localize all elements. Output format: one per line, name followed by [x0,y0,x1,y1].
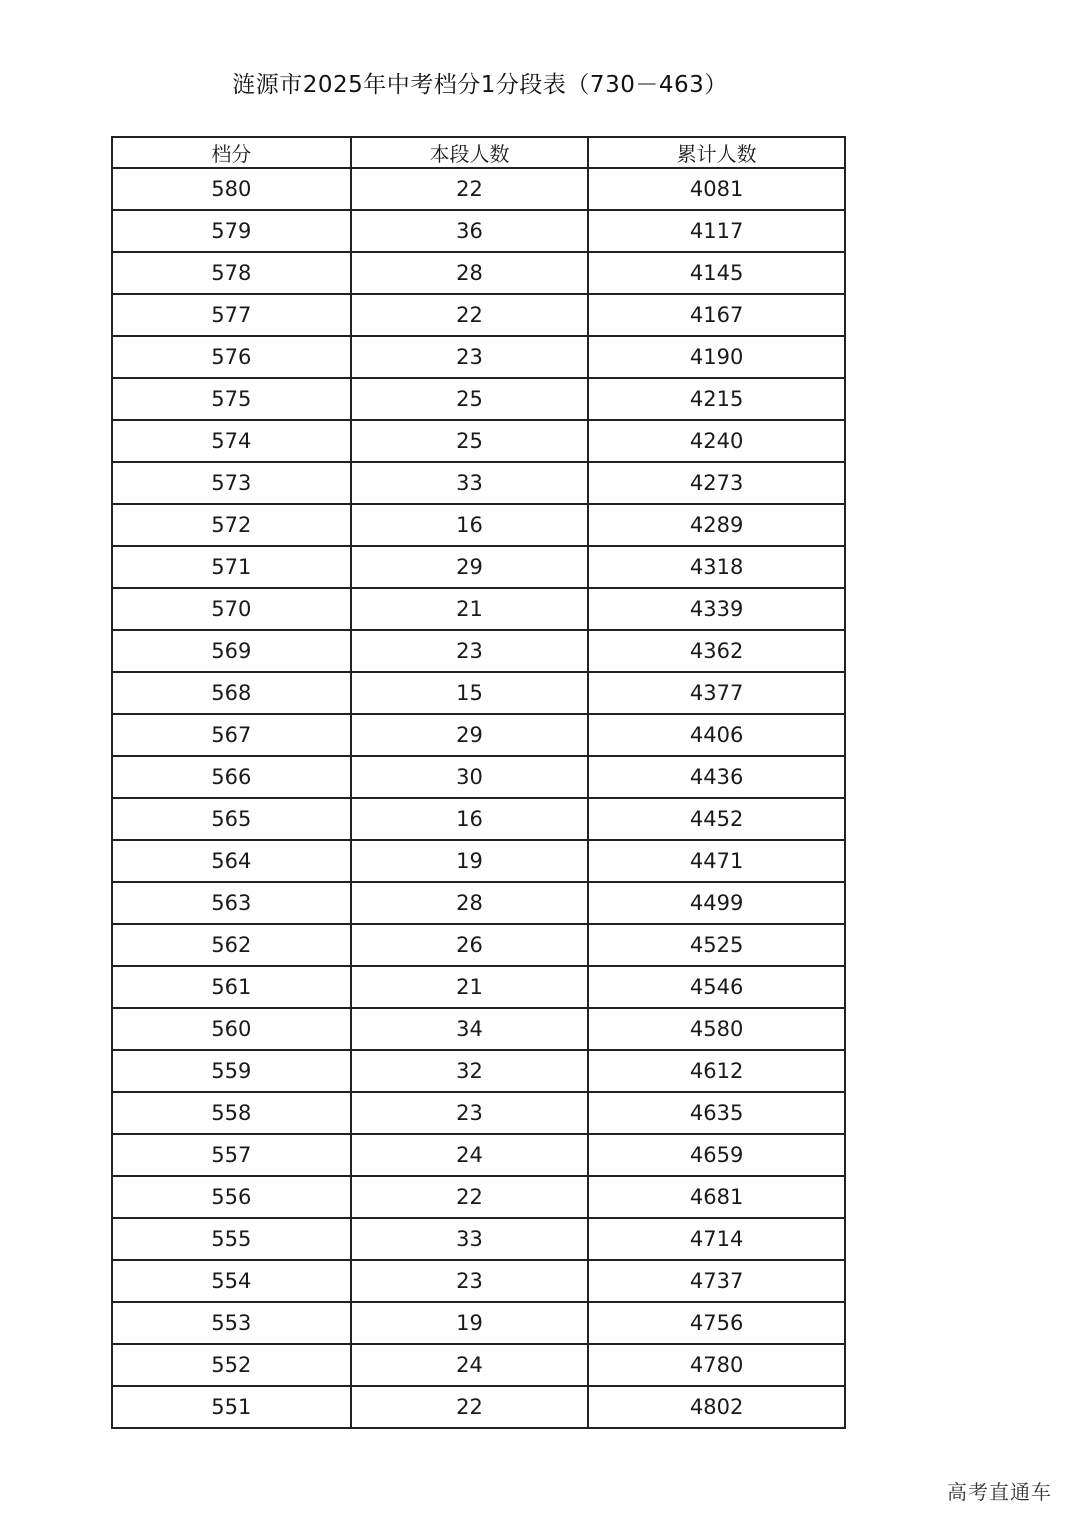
cell-score: 570 [112,588,351,630]
cell-score: 563 [112,882,351,924]
cell-score: 556 [112,1176,351,1218]
table-row [112,840,845,882]
cell-cumulative-count: 4081 [588,168,845,210]
table-row [112,1050,845,1092]
cell-score: 578 [112,252,351,294]
cell-segment-count: 22 [351,1386,589,1428]
cell-segment-count: 19 [351,840,589,882]
table-row [112,630,845,672]
cell-segment-count: 25 [351,378,589,420]
cell-cumulative-count: 4635 [588,1092,845,1134]
table-row [112,966,845,1008]
cell-cumulative-count: 4659 [588,1134,845,1176]
cell-segment-count: 23 [351,1092,589,1134]
table-row [112,378,845,420]
cell-score: 565 [112,798,351,840]
cell-cumulative-count: 4339 [588,588,845,630]
cell-segment-count: 16 [351,504,589,546]
cell-score: 572 [112,504,351,546]
cell-segment-count: 29 [351,546,589,588]
cell-score: 552 [112,1344,351,1386]
cell-cumulative-count: 4406 [588,714,845,756]
cell-cumulative-count: 4471 [588,840,845,882]
cell-segment-count: 21 [351,966,589,1008]
table-header-row [112,137,845,168]
cell-cumulative-count: 4240 [588,420,845,462]
cell-score: 555 [112,1218,351,1260]
cell-score: 560 [112,1008,351,1050]
cell-score: 553 [112,1302,351,1344]
table-row [112,462,845,504]
table-row [112,756,845,798]
cell-score: 566 [112,756,351,798]
cell-cumulative-count: 4167 [588,294,845,336]
cell-cumulative-count: 4546 [588,966,845,1008]
cell-cumulative-count: 4737 [588,1260,845,1302]
table-row [112,252,845,294]
cell-segment-count: 28 [351,252,589,294]
cell-segment-count: 28 [351,882,589,924]
cell-score: 577 [112,294,351,336]
cell-score: 576 [112,336,351,378]
cell-score: 579 [112,210,351,252]
table-row [112,546,845,588]
cell-segment-count: 21 [351,588,589,630]
cell-segment-count: 24 [351,1344,589,1386]
cell-score: 554 [112,1260,351,1302]
cell-cumulative-count: 4780 [588,1344,845,1386]
table-row [112,714,845,756]
table-row [112,1134,845,1176]
cell-score: 558 [112,1092,351,1134]
cell-segment-count: 22 [351,1176,589,1218]
header-cumulative-count: 累计人数 [588,137,845,168]
cell-cumulative-count: 4145 [588,252,845,294]
cell-cumulative-count: 4580 [588,1008,845,1050]
cell-segment-count: 26 [351,924,589,966]
table-row [112,924,845,966]
cell-cumulative-count: 4289 [588,504,845,546]
cell-segment-count: 24 [351,1134,589,1176]
cell-segment-count: 19 [351,1302,589,1344]
cell-score: 573 [112,462,351,504]
table-row [112,1344,845,1386]
table-body [112,168,845,1428]
table-row [112,420,845,462]
cell-score: 551 [112,1386,351,1428]
cell-segment-count: 23 [351,630,589,672]
cell-score: 559 [112,1050,351,1092]
cell-score: 562 [112,924,351,966]
score-distribution-table [111,136,846,1429]
cell-score: 564 [112,840,351,882]
cell-score: 575 [112,378,351,420]
cell-cumulative-count: 4273 [588,462,845,504]
cell-segment-count: 22 [351,168,589,210]
table-row [112,504,845,546]
cell-score: 568 [112,672,351,714]
cell-cumulative-count: 4215 [588,378,845,420]
cell-cumulative-count: 4117 [588,210,845,252]
table-row [112,672,845,714]
cell-score: 561 [112,966,351,1008]
cell-score: 580 [112,168,351,210]
header-segment-count: 本段人数 [351,137,589,168]
cell-cumulative-count: 4499 [588,882,845,924]
cell-cumulative-count: 4612 [588,1050,845,1092]
cell-segment-count: 23 [351,1260,589,1302]
cell-segment-count: 29 [351,714,589,756]
table-row [112,588,845,630]
cell-segment-count: 25 [351,420,589,462]
cell-segment-count: 33 [351,462,589,504]
table-row [112,210,845,252]
cell-cumulative-count: 4802 [588,1386,845,1428]
watermark: 高考直通车 [947,1480,1052,1504]
cell-score: 569 [112,630,351,672]
cell-cumulative-count: 4190 [588,336,845,378]
cell-segment-count: 23 [351,336,589,378]
cell-cumulative-count: 4525 [588,924,845,966]
cell-cumulative-count: 4452 [588,798,845,840]
header-score: 档分 [112,137,351,168]
cell-segment-count: 30 [351,756,589,798]
cell-score: 567 [112,714,351,756]
table-row [112,294,845,336]
table-row [112,882,845,924]
table-row [112,1260,845,1302]
cell-cumulative-count: 4714 [588,1218,845,1260]
table-row [112,336,845,378]
cell-cumulative-count: 4318 [588,546,845,588]
cell-score: 571 [112,546,351,588]
cell-segment-count: 15 [351,672,589,714]
cell-segment-count: 16 [351,798,589,840]
table-row [112,168,845,210]
table-row [112,1302,845,1344]
cell-segment-count: 34 [351,1008,589,1050]
cell-segment-count: 32 [351,1050,589,1092]
cell-score: 574 [112,420,351,462]
cell-segment-count: 22 [351,294,589,336]
cell-cumulative-count: 4362 [588,630,845,672]
table-row [112,1092,845,1134]
cell-segment-count: 36 [351,210,589,252]
table-row [112,1386,845,1428]
table-row [112,1008,845,1050]
page-title: 涟源市2025年中考档分1分段表（730－463） [232,72,728,98]
cell-cumulative-count: 4756 [588,1302,845,1344]
cell-cumulative-count: 4377 [588,672,845,714]
table-row [112,1218,845,1260]
cell-segment-count: 33 [351,1218,589,1260]
cell-score: 557 [112,1134,351,1176]
table-row [112,798,845,840]
cell-cumulative-count: 4681 [588,1176,845,1218]
table-row [112,1176,845,1218]
cell-cumulative-count: 4436 [588,756,845,798]
